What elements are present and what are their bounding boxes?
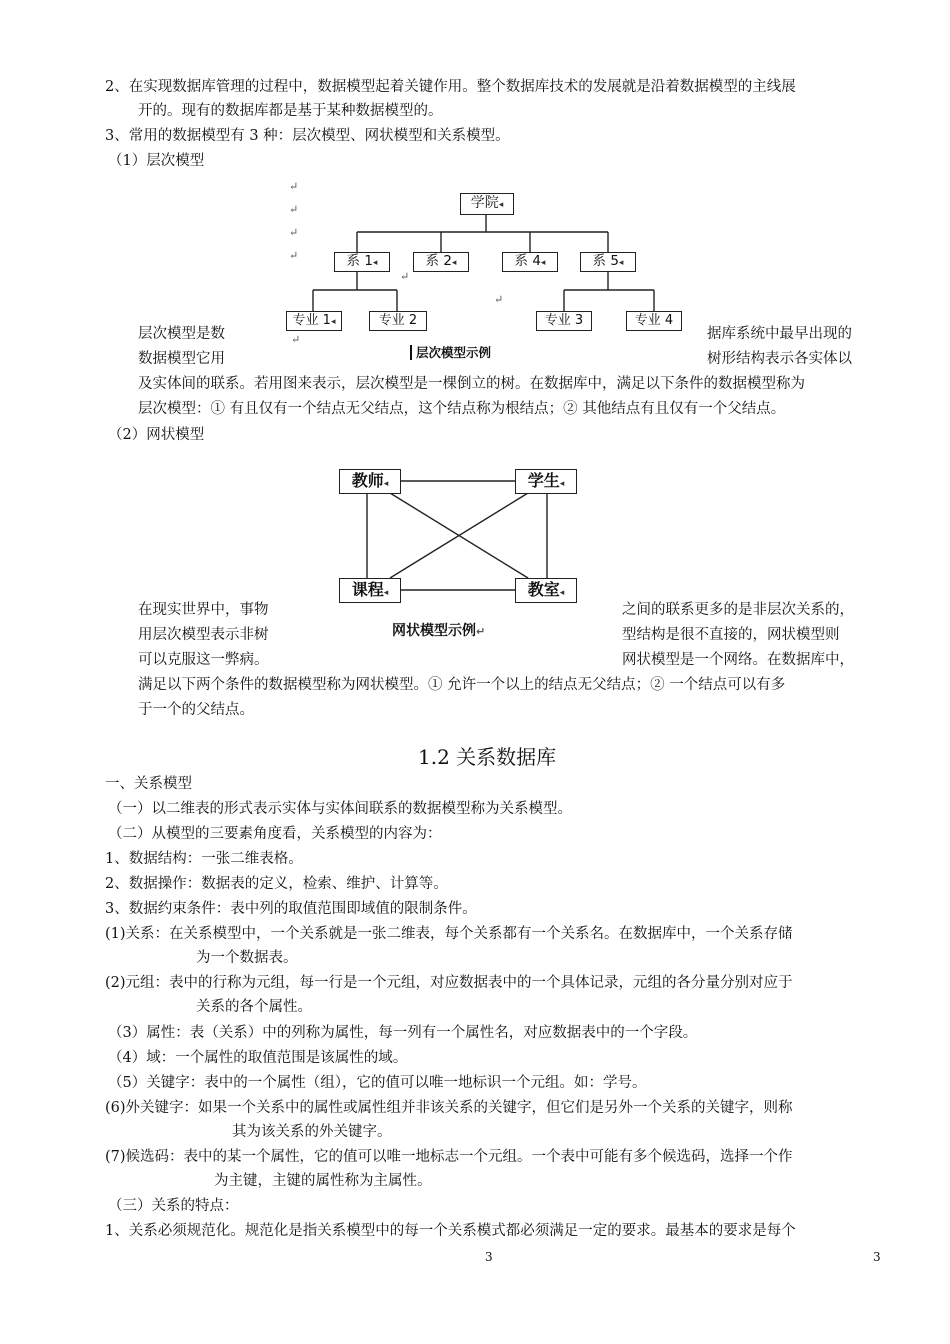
network-caption xyxy=(392,620,485,640)
heading-hierarchical-model: （1）层次模型 xyxy=(108,153,205,169)
section-line: （3）属性：表（关系）中的列称为属性，每一列有一个属性名，对应数据表中的一个字段。 xyxy=(108,1025,698,1041)
para-3: 3、常用的数据模型有 3 种：层次模型、网状模型和关系模型。 xyxy=(105,128,510,144)
page-number-right: 3 xyxy=(873,1250,881,1264)
paragraph-mark: ↵ xyxy=(289,180,299,193)
hier-line-2a: 数据模型它用 xyxy=(138,351,225,367)
tree-node-dept-label: 系 2 xyxy=(425,253,452,269)
section-line: （5）关键字：表中的一个属性（组），它的值可以唯一地标识一个元组。如：学号。 xyxy=(108,1075,647,1091)
tree-node-major-label: 专业 1 xyxy=(292,313,331,328)
network-node-label: 教师 xyxy=(351,471,384,490)
paragraph-mark: ↵ xyxy=(289,203,299,216)
section-line: (1)关系：在关系模型中，一个关系就是一张二维表，每个关系都有一个关系名。在数据库中，一个关系存储 xyxy=(105,926,793,942)
section-line: 1、数据结构：一张二维表格。 xyxy=(105,851,303,867)
paragraph-mark: ↵ xyxy=(400,270,410,283)
arrow-icon: ◂ xyxy=(498,200,504,210)
arrow-icon: ◂ xyxy=(383,479,389,489)
network-lines xyxy=(0,0,950,650)
arrow-icon: ◂ xyxy=(540,258,546,268)
tree-node-major-label: 专业 2 xyxy=(378,313,418,328)
tree-node-dept-label: 系 4 xyxy=(514,253,541,269)
network-node-label: 课程 xyxy=(351,580,384,599)
section-line: 一、关系模型 xyxy=(105,776,192,792)
arrow-icon: ◂ xyxy=(618,258,624,268)
network-node xyxy=(339,469,401,494)
tree-node-major-label: 专业 4 xyxy=(634,313,674,328)
hier-line-2b: 树形结构表示各实体以 xyxy=(707,351,852,367)
net-line-5: 于一个的父结点。 xyxy=(138,702,254,718)
heading-network-model: （2）网状模型 xyxy=(108,427,205,443)
net-line-2b: 型结构是很不直接的，网状模型则 xyxy=(622,627,840,643)
arrow-icon: ◂ xyxy=(559,479,565,489)
tree-node-dept-label: 系 1 xyxy=(346,253,373,269)
section-line: （4）域：一个属性的取值范围是该属性的域。 xyxy=(108,1050,408,1066)
net-line-3a: 可以克服这一弊病。 xyxy=(138,652,269,668)
section-line: 2、数据操作：数据表的定义，检索、维护、计算等。 xyxy=(105,876,448,892)
para-2-line-1: 2、在实现数据库管理的过程中，数据模型起着关键作用。整个数据库技术的发展就是沿着数据模型的主线展 xyxy=(105,79,796,95)
network-node-label: 学生 xyxy=(527,471,560,490)
tree-node-dept-label: 系 5 xyxy=(592,253,619,269)
section-line: (2)元组：表中的行称为元组，每一行是一个元组，对应数据表中的一个具体记录，元组的各分量分别对应于 xyxy=(105,975,793,991)
arrow-icon: ◂ xyxy=(372,258,378,268)
section-line: 关系的各个属性。 xyxy=(196,999,312,1015)
section-line: 1、关系必须规范化。规范化是指关系模型中的每一个关系模式都必须满足一定的要求。最基本的要求是每个 xyxy=(105,1223,796,1239)
section-line: 为主键，主键的属性称为主属性。 xyxy=(214,1173,432,1189)
section-line: （一）以二维表的形式表示实体与实体间联系的数据模型称为关系模型。 xyxy=(108,801,572,817)
net-line-2a: 用层次模型表示非树 xyxy=(138,627,269,643)
section-line: 其为该关系的外关键字。 xyxy=(232,1124,392,1140)
arrow-icon: ◂ xyxy=(559,588,565,598)
tree-node-root-label: 学院 xyxy=(470,195,499,211)
net-line-1a: 在现实世界中，事物 xyxy=(138,602,269,618)
paragraph-mark: ↵ xyxy=(289,226,299,239)
section-line: (6)外关键字：如果一个关系中的属性或属性组并非该关系的关键字，但它们是另外一个关系的关键字，则称 xyxy=(105,1100,793,1116)
arrow-icon: ◂ xyxy=(451,258,457,268)
network-node xyxy=(339,578,401,603)
paragraph-mark: ↵ xyxy=(291,333,301,346)
network-node xyxy=(515,469,577,494)
section-line: （二）从模型的三要素角度看，关系模型的内容为： xyxy=(108,826,442,842)
paragraph-mark: ↵ xyxy=(289,249,299,262)
network-node xyxy=(515,578,577,603)
hier-line-1a: 层次模型是数 xyxy=(138,326,225,342)
tree-node-major-label: 专业 3 xyxy=(544,313,584,328)
network-diagram xyxy=(0,0,950,650)
section-line: （三）关系的特点： xyxy=(108,1198,239,1214)
net-line-1b: 之间的联系更多的是非层次关系的， xyxy=(622,602,854,618)
arrow-icon: ◂ xyxy=(383,588,389,598)
network-node-label: 教室 xyxy=(527,580,560,599)
section-line: 为一个数据表。 xyxy=(196,950,298,966)
net-line-3b: 网状模型是一个网络。在数据库中， xyxy=(622,652,854,668)
section-line: (7)候选码：表中的某一个属性，它的值可以唯一地标志一个元组。一个表中可能有多个候选码，选择一个作 xyxy=(105,1149,793,1165)
para-2-line-2: 开的。现有的数据库都是基于某种数据模型的。 xyxy=(138,103,443,119)
hier-line-4: 层次模型：① 有且仅有一个结点无父结点，这个结点称为根结点；② 其他结点有且仅有一个父结点。 xyxy=(138,401,786,417)
paragraph-mark: ↵ xyxy=(476,625,486,638)
hier-line-3: 及实体间的联系。若用图来表示，层次模型是一棵倒立的树。在数据库中，满足以下条件的数据模型称为 xyxy=(138,376,805,392)
net-line-4: 满足以下两个条件的数据模型称为网状模型。① 允许一个以上的结点无父结点；② 一个结点可以有多 xyxy=(138,677,786,693)
arrow-icon: ◂ xyxy=(330,317,336,327)
page-number-center: 3 xyxy=(485,1250,493,1264)
hier-line-1b: 据库系统中最早出现的 xyxy=(707,326,852,342)
section-line: 3、数据约束条件：表中列的取值范围即域值的限制条件。 xyxy=(105,901,477,917)
network-caption-text: 网状模型示例 xyxy=(392,623,476,639)
tree-caption-text: 层次模型示例 xyxy=(410,345,491,360)
paragraph-mark: ↵ xyxy=(494,293,504,306)
section-title: 1.2 关系数据库 xyxy=(418,745,557,769)
